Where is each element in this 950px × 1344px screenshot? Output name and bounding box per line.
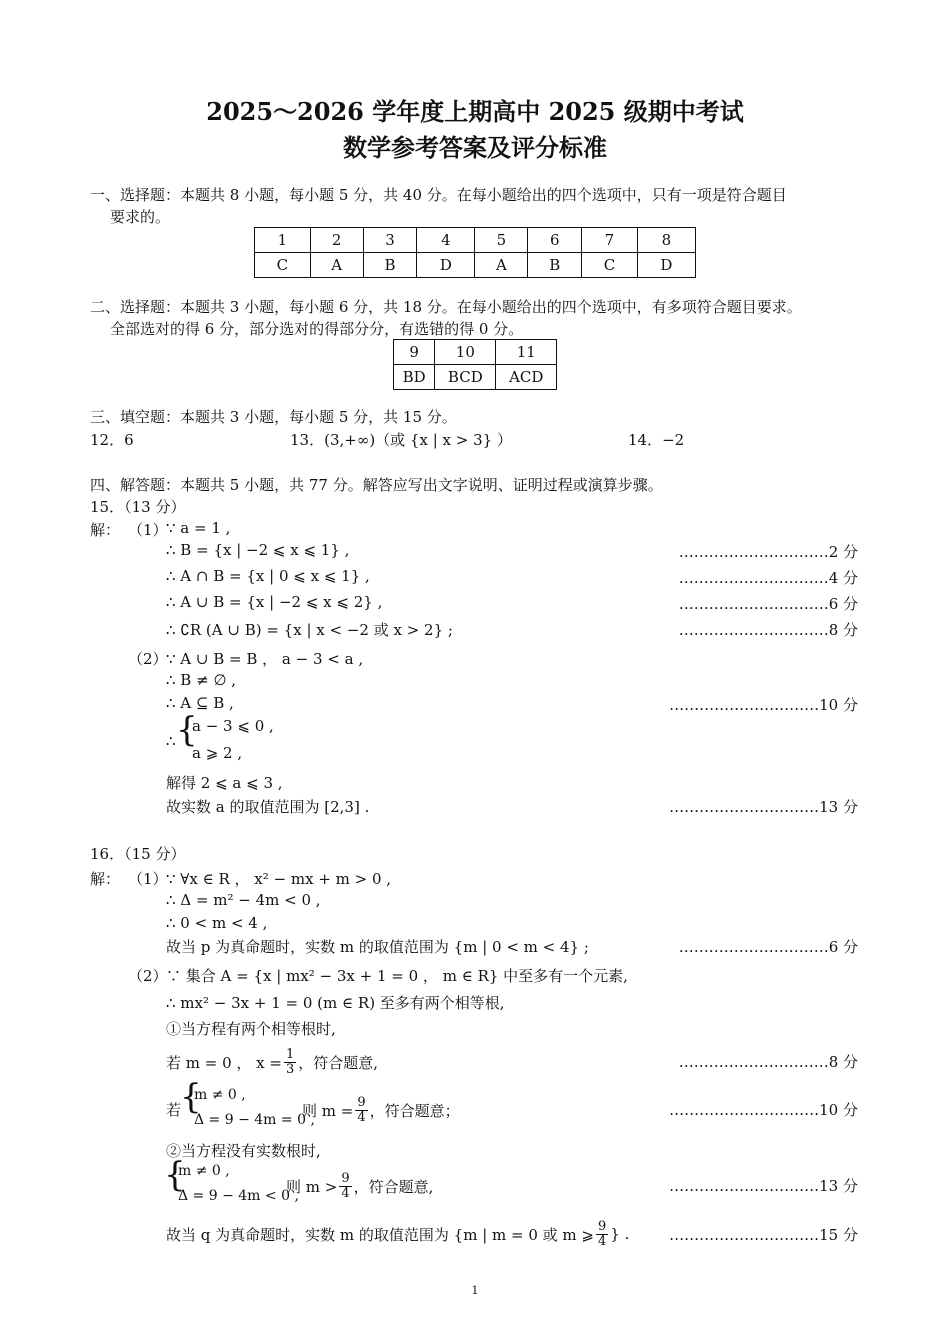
q16-line12: [166, 1214, 629, 1254]
table-row: [255, 228, 696, 253]
q15-score-13: …………………………13 分: [669, 798, 858, 816]
q15-line5: ∴ ∁R (A ∪ B) = {x | x < −2 或 x > 2} ;: [166, 621, 453, 639]
section1-line2: 要求的。: [110, 208, 171, 226]
fraction: [596, 1220, 608, 1249]
q16-score-13: …………………………13 分: [669, 1177, 858, 1195]
table-row: [394, 365, 557, 390]
q15-line4: ∴ A ∪ B = {x | −2 ⩽ x ⩽ 2} ,: [166, 593, 383, 611]
q16-line10: ②当方程没有实数根时,: [166, 1142, 321, 1160]
q16-line2: ∴ Δ = m² − 4m < 0 ,: [166, 891, 321, 909]
table-cell: 5: [475, 228, 528, 253]
table-cell: ACD: [496, 365, 557, 390]
page-subtitle: 数学参考答案及评分标准: [343, 133, 607, 162]
q16-line11-result: [286, 1166, 433, 1206]
q16-line9-result: [302, 1090, 460, 1130]
table-cell: A: [475, 253, 528, 278]
table-cell: BD: [394, 365, 435, 390]
table-cell: C: [255, 253, 311, 278]
q15-score-6: …………………………6 分: [678, 595, 858, 613]
answer-13: 13．(3,+∞)（或 {x | x > 3} ）: [290, 431, 512, 449]
table-cell: C: [582, 253, 638, 278]
table-cell: 9: [394, 340, 435, 365]
section2-line2: 全部选对的得 6 分，部分选对的得部分分，有选错的得 0 分。: [110, 320, 524, 338]
fraction-denominator: 4: [598, 1233, 607, 1249]
system-brace-icon: {: [164, 1155, 186, 1195]
system-brace-icon: {: [180, 1077, 202, 1117]
q16-line5: ∵ 集合 A = {x | mx² − 3x + 1 = 0 ， m ∈ R} 中至多有一个元素,: [166, 967, 628, 985]
q15-header: 15．（13 分）: [90, 498, 186, 516]
q16-line11b: Δ = 9 − 4m < 0 ,: [178, 1188, 299, 1204]
q16-line11a: m ≠ 0 ,: [178, 1163, 230, 1179]
q15-score-8: …………………………8 分: [678, 621, 858, 639]
q16-part2-label: （2）: [128, 967, 168, 985]
fraction: [355, 1096, 367, 1125]
q16-line12-text-a: 故当 q 为真命题时，实数 m 的取值范围为 {m | m = 0 或 m ⩾: [166, 1225, 594, 1244]
table-cell: 2: [310, 228, 363, 253]
multi-answer-table: [393, 339, 557, 390]
q15-line3: ∴ A ∩ B = {x | 0 ⩽ x ⩽ 1} ,: [166, 567, 370, 585]
table-cell: BCD: [435, 365, 496, 390]
q16-score-15: …………………………15 分: [669, 1226, 858, 1244]
q16-line3: ∴ 0 < m < 4 ,: [166, 914, 268, 932]
q16-line12-text-b: } .: [610, 1225, 630, 1243]
fraction: [339, 1172, 351, 1201]
section4-line1: 四、解答题：本题共 5 小题，共 77 分。解答应写出文字说明、证明过程或演算步骤。: [90, 476, 663, 494]
table-cell: 3: [363, 228, 417, 253]
table-cell: 1: [255, 228, 311, 253]
fraction: [284, 1048, 296, 1077]
table-cell: 7: [582, 228, 638, 253]
table-row: [255, 253, 696, 278]
q15-line9a: a − 3 ⩽ 0 ,: [192, 717, 274, 735]
q15-score-2: …………………………2 分: [678, 543, 858, 561]
fraction-denominator: 3: [285, 1061, 295, 1077]
q15-line9-prefix: ∴: [166, 732, 176, 750]
q16-line9-text-c: 则 m =: [302, 1101, 354, 1120]
answer-14: 14．−2: [628, 431, 685, 449]
fraction-denominator: 4: [357, 1109, 366, 1125]
q15-line9b: a ⩾ 2 ,: [192, 744, 243, 762]
page-number: 1: [471, 1284, 479, 1297]
q16-score-6: …………………………6 分: [678, 938, 858, 956]
q15-score-4: …………………………4 分: [678, 569, 858, 587]
q16-line9-text-d: ，符合题意；: [369, 1101, 460, 1120]
q15-line10: 解得 2 ⩽ a ⩽ 3 ,: [166, 774, 283, 792]
q16-line7: ①当方程有两个相等根时,: [166, 1020, 336, 1038]
system-brace-icon: {: [176, 710, 198, 750]
q15-line2: ∴ B = {x | −2 ⩽ x ⩽ 1} ,: [166, 541, 350, 559]
q16-line8-text-a: 若 m = 0 ， x =: [166, 1053, 282, 1072]
page-title: 2025～2026 学年度上期高中 2025 级期中考试: [206, 97, 744, 126]
q16-line9a: m ≠ 0 ,: [194, 1087, 246, 1103]
q15-score-10: …………………………10 分: [669, 696, 858, 714]
q16-part1-label: （1）: [128, 870, 168, 888]
section2-line1: 二、选择题：本题共 3 小题，每小题 6 分，共 18 分。在每小题给出的四个选项中，有多项符合题目要求。: [90, 298, 802, 316]
q15-solution-label: 解：: [90, 521, 121, 539]
q15-line1: ∵ a = 1 ,: [166, 519, 231, 537]
q16-line9b: Δ = 9 − 4m = 0 ,: [194, 1112, 315, 1128]
mc-answer-table: [254, 227, 696, 278]
q16-score-8: …………………………8 分: [678, 1053, 858, 1071]
q16-solution-label: 解：: [90, 870, 121, 888]
table-cell: 10: [435, 340, 496, 365]
q16-line8: [166, 1042, 378, 1082]
q16-line11-text-d: ，符合题意,: [353, 1177, 434, 1196]
q16-line6: ∴ mx² − 3x + 1 = 0 (m ∈ R) 至多有两个相等根,: [166, 994, 505, 1012]
section3-line1: 三、填空题：本题共 3 小题，每小题 5 分，共 15 分。: [90, 408, 457, 426]
q15-part2-label: （2）: [128, 650, 168, 668]
q16-line9-prefix: 若: [166, 1101, 182, 1119]
section1-line1: 一、选择题：本题共 8 小题，每小题 5 分，共 40 分。在每小题给出的四个选项中，只有一项是符合题目: [90, 186, 787, 204]
q16-line11-text-c: 则 m >: [286, 1177, 338, 1196]
answer-12: 12．6: [90, 431, 134, 449]
table-row: [394, 340, 557, 365]
table-cell: B: [363, 253, 417, 278]
q16-line8-text-b: ，符合题意,: [298, 1053, 379, 1072]
q15-part1-label: （1）: [128, 521, 168, 539]
table-cell: 11: [496, 340, 557, 365]
table-cell: 4: [417, 228, 475, 253]
table-cell: D: [417, 253, 475, 278]
q15-line8: ∴ A ⊆ B ,: [166, 694, 234, 712]
fraction-denominator: 4: [341, 1185, 350, 1201]
table-cell: 8: [637, 228, 695, 253]
table-cell: B: [528, 253, 582, 278]
q15-line6: ∵ A ∪ B = B ， a − 3 < a ,: [166, 650, 364, 668]
fraction-numerator: 9: [357, 1094, 366, 1110]
fraction-numerator: 9: [341, 1170, 350, 1186]
q15-line11: 故实数 a 的取值范围为 [2,3] .: [166, 798, 370, 816]
q16-header: 16．（15 分）: [90, 845, 186, 863]
q16-score-10: …………………………10 分: [669, 1101, 858, 1119]
fraction-numerator: 1: [285, 1046, 295, 1062]
table-cell: D: [637, 253, 695, 278]
table-cell: 6: [528, 228, 582, 253]
q16-line1: ∵ ∀x ∈ R ， x² − mx + m > 0 ,: [166, 870, 392, 888]
fraction-numerator: 9: [598, 1218, 607, 1234]
q15-line7: ∴ B ≠ ∅ ,: [166, 671, 237, 689]
table-cell: A: [310, 253, 363, 278]
q16-line4: 故当 p 为真命题时，实数 m 的取值范围为 {m | 0 < m < 4} ;: [166, 938, 589, 956]
